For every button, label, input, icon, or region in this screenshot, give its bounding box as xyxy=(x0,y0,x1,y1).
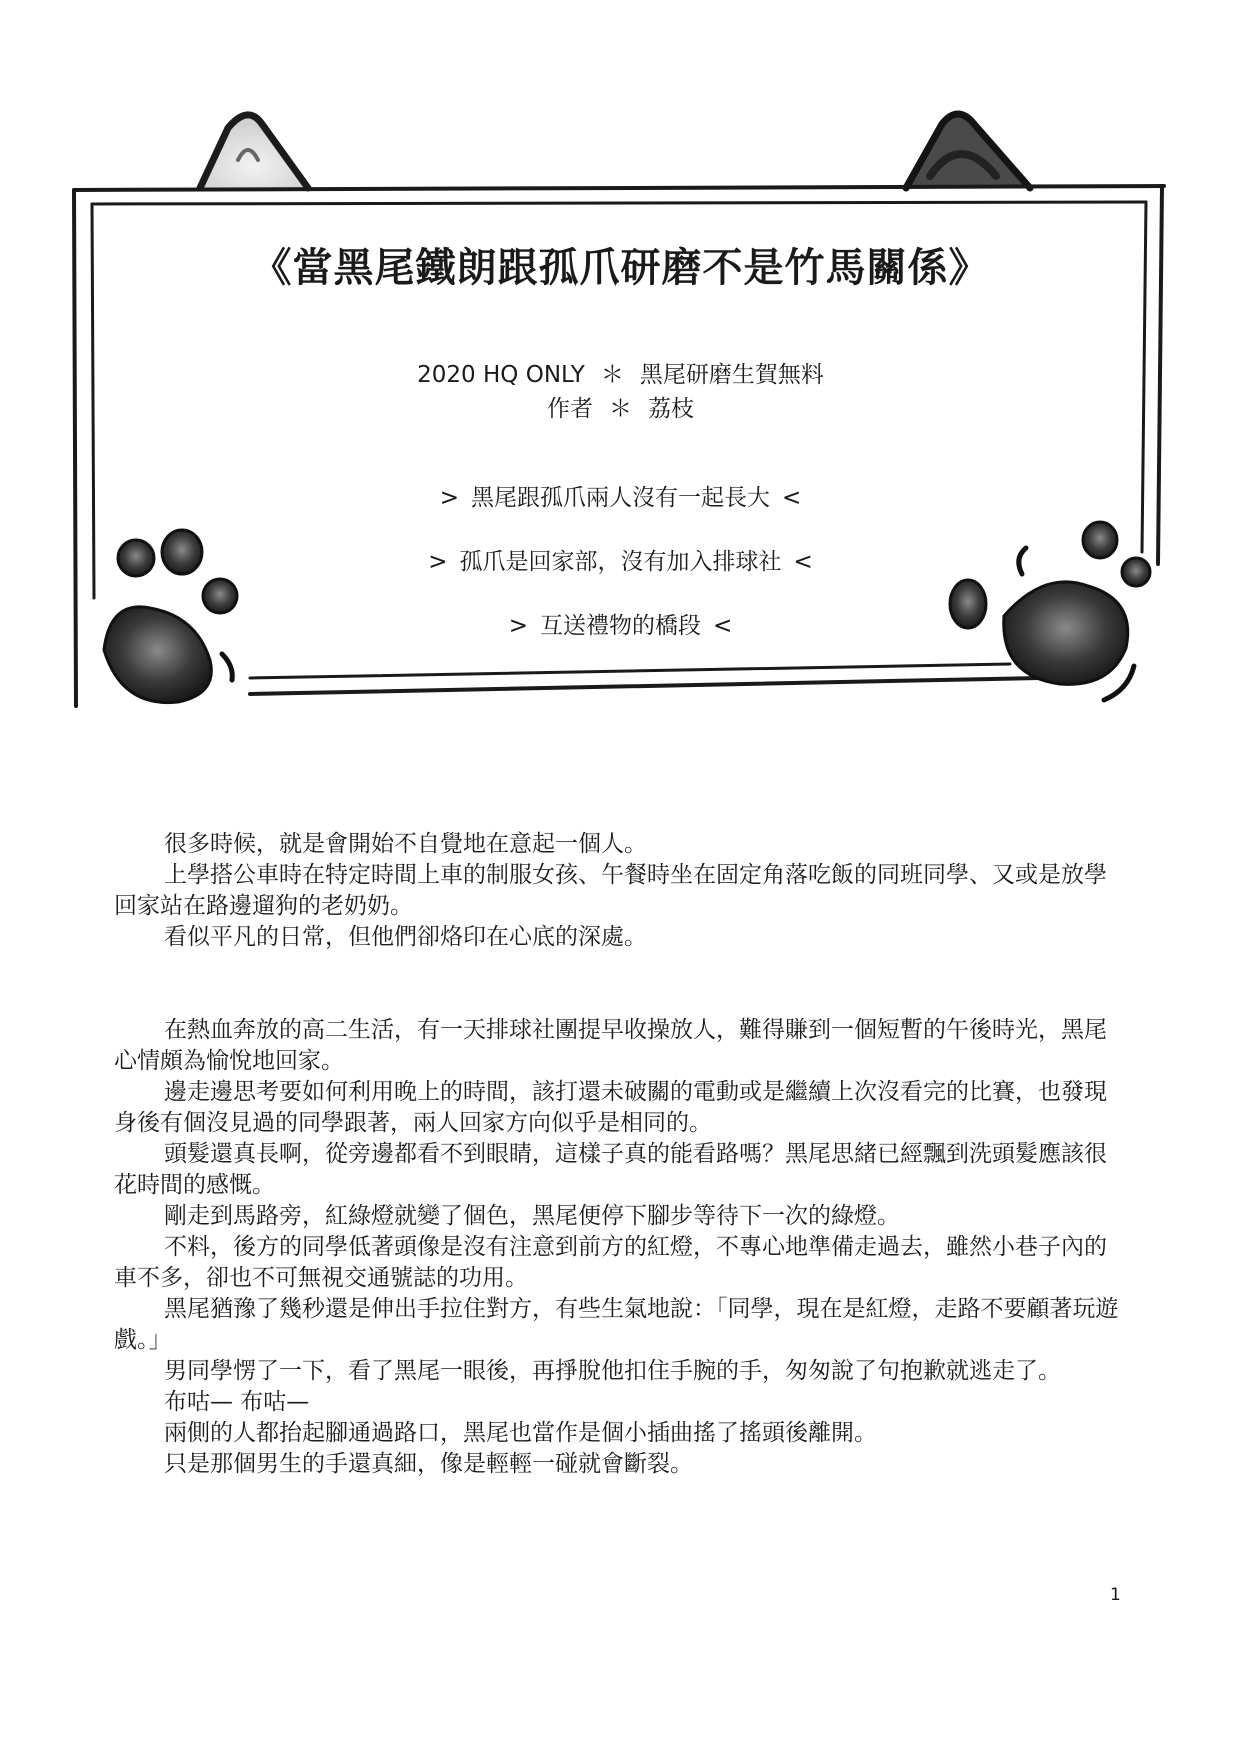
story-paragraph: 男同學愣了一下，看了黑尾一眼後，再掙脫他扣住手腕的手，匆匆說了句抱歉就逃走了。 xyxy=(164,1358,1061,1384)
story-paragraph: 布咕— 布咕— xyxy=(164,1389,310,1415)
feature-mark-close: < xyxy=(782,485,802,511)
page-title: 《當黑尾鐵朗跟孤爪研磨不是竹馬關係》 xyxy=(251,245,990,291)
story-paragraph: 兩側的人都抬起腳通過路口，黑尾也當作是個小插曲搖了搖頭後離開。 xyxy=(164,1420,877,1446)
author-line xyxy=(200,392,1041,426)
left-cat-ear-icon xyxy=(200,115,308,188)
story-paragraph: 頭髮還真長啊，從旁邊都看不到眼睛，這樣子真的能看路嗎？黑尾思緒已經飄到洗頭髮應該很花時間的感慨。 xyxy=(114,1141,1107,1198)
event-note: 黑尾研磨生賀無料 xyxy=(639,362,824,388)
story-paragraph: 剛走到馬路旁，紅綠燈就變了個色，黑尾便停下腳步等待下一次的綠燈。 xyxy=(164,1203,900,1229)
feature-text: 黑尾跟孤爪兩人沒有一起長大 xyxy=(471,485,770,511)
feature-list xyxy=(200,482,1041,674)
feature-mark-open: > xyxy=(439,485,459,511)
story-paragraph: 上學搭公車時在特定時間上車的制服女孩、午餐時坐在固定角落吃飯的同班同學、又或是放學回家站在路邊遛狗的老奶奶。 xyxy=(114,862,1107,919)
feature-mark-close: < xyxy=(793,549,813,575)
story-paragraph: 在熱血奔放的高二生活，有一天排球社團提早收操放人，難得賺到一個短暫的午後時光，黑尾心情頗為愉悅地回家。 xyxy=(114,1017,1107,1074)
story-body xyxy=(114,829,1124,1480)
story-paragraph: 很多時候，就是會開始不自覺地在意起一個人。 xyxy=(164,831,647,857)
feature-mark-open: > xyxy=(428,549,448,575)
story-paragraph: 看似平凡的日常，但他們卻烙印在心底的深處。 xyxy=(164,924,647,950)
author-name: 荔枝 xyxy=(648,396,694,422)
feature-mark-open: > xyxy=(508,613,528,639)
feature-item xyxy=(200,546,1041,578)
feature-text: 孤爪是回家部，沒有加入排球社 xyxy=(459,549,782,575)
story-paragraph: 邊走邊思考要如何利用晚上的時間，該打還未破關的電動或是繼續上次沒看完的比賽，也發現身後有個沒見過的同學跟著，兩人回家方向似乎是相同的。 xyxy=(114,1079,1107,1136)
event-info xyxy=(200,358,1041,426)
feature-item xyxy=(200,610,1041,642)
story-paragraph: 不料，後方的同學低著頭像是沒有注意到前方的紅燈，不專心地準備走過去，雖然小巷子內的車不多，卻也不可無視交通號誌的功用。 xyxy=(114,1234,1107,1291)
story-paragraph: 只是那個男生的手還真細，像是輕輕一碰就會斷裂。 xyxy=(164,1451,693,1477)
feature-item xyxy=(200,482,1041,514)
asterisk-separator: ＊ xyxy=(609,396,632,422)
asterisk-separator: ＊ xyxy=(600,362,624,388)
event-line xyxy=(200,358,1041,392)
right-cat-ear-icon xyxy=(906,114,1030,188)
story-paragraph: 黑尾猶豫了幾秒還是伸出手拉住對方，有些生氣地說：「同學，現在是紅燈，走路不要顧著玩遊戲。」 xyxy=(114,1296,1119,1353)
author-label: 作者 xyxy=(547,396,593,422)
event-name: 2020 HQ ONLY xyxy=(417,362,585,388)
feature-text: 互送禮物的橋段 xyxy=(540,613,701,639)
section-break xyxy=(114,953,1124,1015)
feature-mark-close: < xyxy=(713,613,733,639)
page-number: 1 xyxy=(1110,1585,1121,1605)
